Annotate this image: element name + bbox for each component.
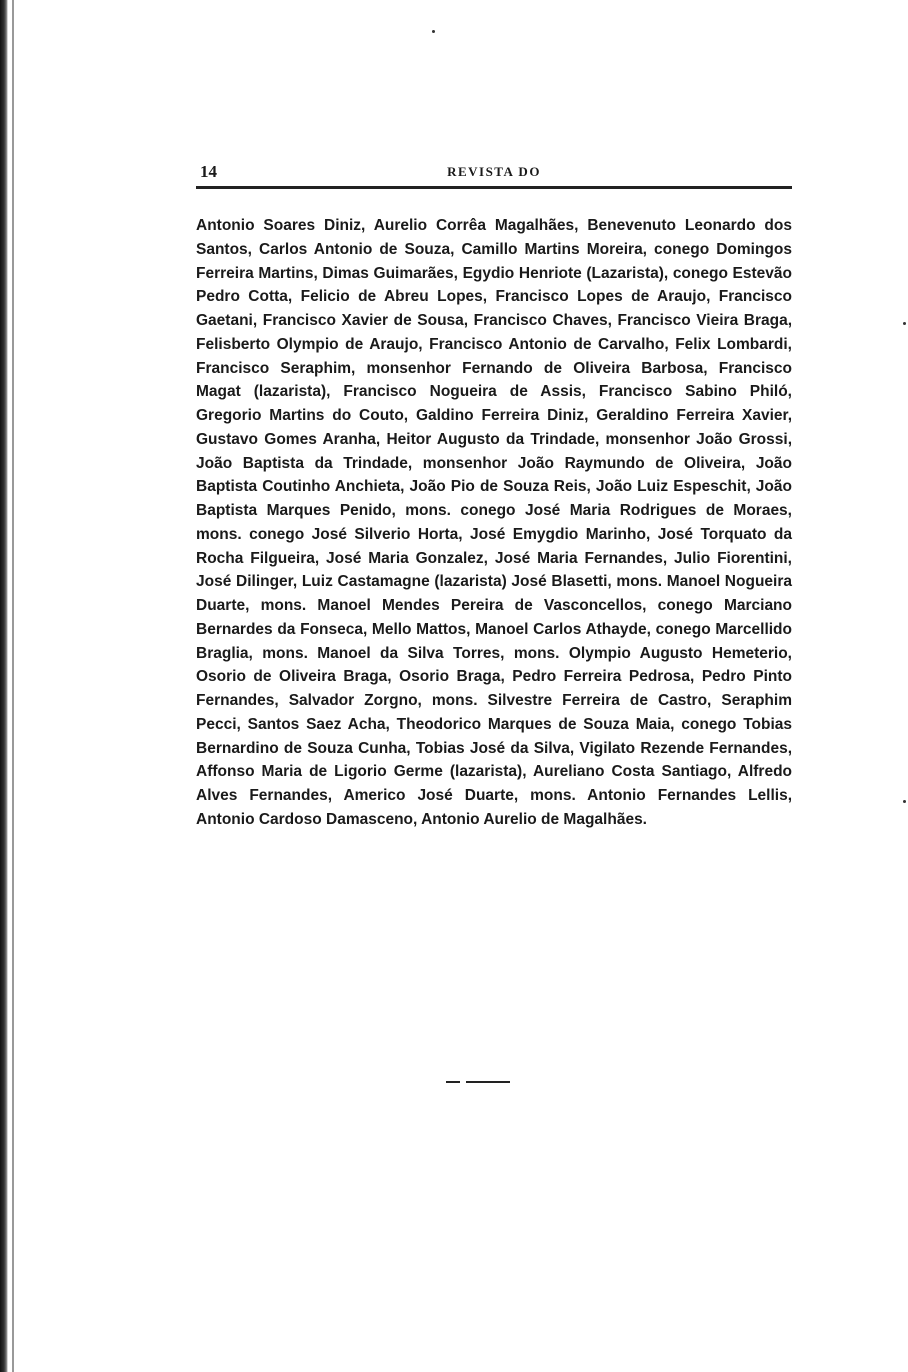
print-speck xyxy=(903,800,906,803)
page-binding-line xyxy=(12,0,14,1372)
header-rule xyxy=(196,186,792,189)
page-number: 14 xyxy=(200,162,217,181)
print-speck xyxy=(432,30,435,33)
print-speck xyxy=(903,322,906,325)
page-header xyxy=(196,162,792,186)
page-binding-edge xyxy=(0,0,8,1372)
body-paragraph: Antonio Soares Diniz, Aurelio Corrêa Magalhães, Benevenuto Leonardo dos Santos, Carlos Antonio de Souza, Camillo Martins Moreira, conego Domingos Ferreira Martins, Dimas Guimarães, Egydio Henriote (Lazarista), conego Estevão Pedro Cotta, Felicio de Abreu Lopes, Francisco Lopes de Araujo, Francisco Gaetani, Francisco Xavier de Sousa, Francisco Chaves, Francisco Vieira Braga, Felisberto Olympio de Araujo, Francisco Antonio de Carvalho, Felix Lombardi, Francisco Seraphim, monsenhor Fernando de Oliveira Barbosa, Francisco Magat (lazarista), Francisco Nogueira de Assis, Francisco Sabino Philó, Gregorio Martins do Couto, Galdino Ferreira Diniz, Geraldino Ferreira Xavier, Gustavo Gomes Aranha, Heitor Augusto da Trindade, monsenhor João Grossi, João Baptista da Trindade, monsenhor João Raymundo de Oliveira, João Baptista Coutinho Anchieta, João Pio de Souza Reis, João Luiz Espeschit, João Baptista Marques Penido, mons. conego José Maria Rodrigues de Moraes, mons. conego José Silverio Horta, José Emygdio Marinho, José Torquato da Rocha Filgueira, José Maria Gonzalez, José Maria Fernandes, Julio Fiorentini, José Dilinger, Luiz Castamagne (lazarista) José Blasetti, mons. Manoel Nogueira Duarte, mons. Manoel Mendes Pereira de Vasconcellos, conego Marciano Bernardes da Fonseca, Mello Mattos, Manoel Carlos Athayde, conego Marcellido Braglia, mons. Manoel da Silva Torres, mons. Olympio Augusto Hemeterio, Osorio de Oliveira Braga, Osorio Braga, Pedro Ferreira Pedrosa, Pedro Pinto Fernandes, Salvador Zorgno, mons. Silvestre Ferreira de Castro, Seraphim Pecci, Santos Saez Acha, Theodorico Marques de Souza Maia, conego Tobias Bernardino de Souza Cunha, Tobias José da Silva, Vigilato Rezende Fernandes, Affonso Maria de Ligorio Germe (lazarista), Aureliano Costa Santiago, Alfredo Alves Fernandes, Americo José Duarte, mons. Antonio Fernandes Lellis, Antonio Cardoso Damasceno, Antonio Aurelio de Magalhães. xyxy=(196,217,792,828)
running-head: REVISTA DO xyxy=(447,164,541,179)
end-dash-short xyxy=(446,1081,460,1083)
end-dash-long xyxy=(466,1081,510,1083)
